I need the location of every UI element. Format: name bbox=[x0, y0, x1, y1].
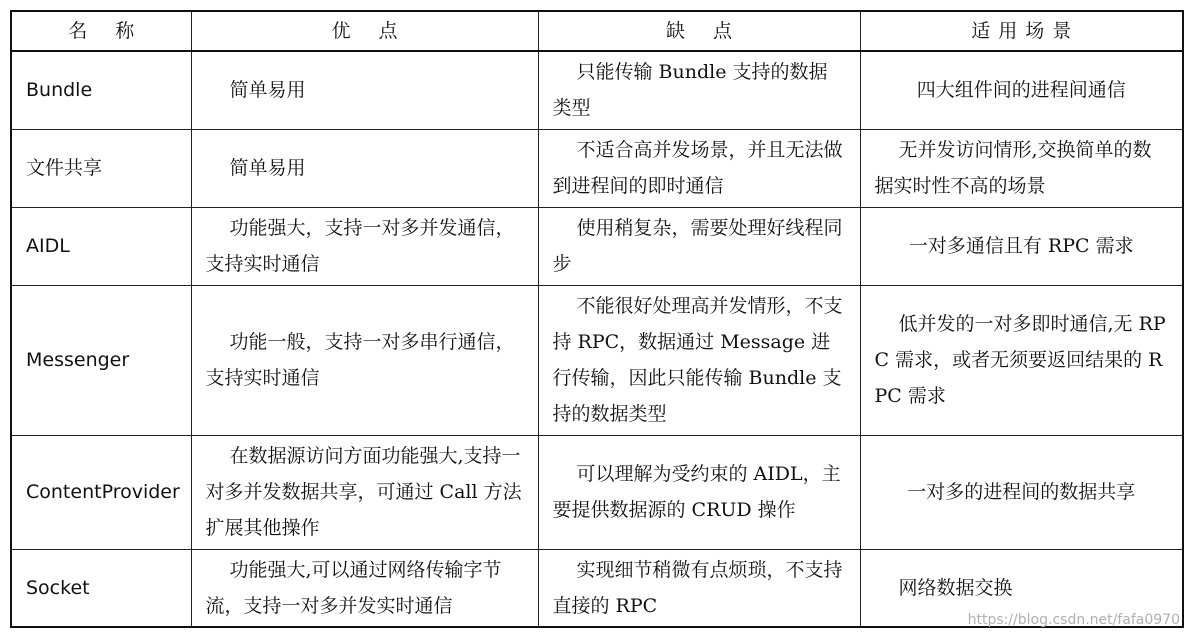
table-row bbox=[11, 51, 1183, 129]
cell-name: Bundle bbox=[11, 51, 191, 129]
watermark-text: https://blog.csdn.net/fafa0970 bbox=[967, 612, 1180, 628]
cell-pros: 简单易用 bbox=[191, 129, 538, 207]
cell-name: 文件共享 bbox=[11, 129, 191, 207]
cell-cons: 不适合高并发场景，并且无法做到进程间的即时通信 bbox=[538, 129, 860, 207]
cell-cons: 只能传输 Bundle 支持的数据类型 bbox=[538, 51, 860, 129]
cell-name: Socket bbox=[11, 549, 191, 627]
cell-cons: 可以理解为受约束的 AIDL，主要提供数据源的 CRUD 操作 bbox=[538, 435, 860, 549]
ipc-comparison-table bbox=[10, 10, 1184, 628]
header-row bbox=[11, 11, 1183, 51]
cell-name: AIDL bbox=[11, 207, 191, 285]
table-row bbox=[11, 129, 1183, 207]
table-row bbox=[11, 285, 1183, 435]
cell-scene: 低并发的一对多即时通信,无 RPC 需求，或者无须要返回结果的 RPC 需求 bbox=[860, 285, 1183, 435]
cell-name: ContentProvider bbox=[11, 435, 191, 549]
header-scene: 适用场景 bbox=[860, 11, 1183, 51]
cell-pros: 功能强大,可以通过网络传输字节流，支持一对多并发实时通信 bbox=[191, 549, 538, 627]
cell-pros: 功能强大，支持一对多并发通信，支持实时通信 bbox=[191, 207, 538, 285]
cell-pros: 功能一般，支持一对多串行通信，支持实时通信 bbox=[191, 285, 538, 435]
cell-pros: 在数据源访问方面功能强大,支持一对多并发数据共享，可通过 Call 方法扩展其他操作 bbox=[191, 435, 538, 549]
header-cons: 缺点 bbox=[538, 11, 860, 51]
table-row bbox=[11, 207, 1183, 285]
cell-name: Messenger bbox=[11, 285, 191, 435]
header-pros: 优点 bbox=[191, 11, 538, 51]
cell-cons: 实现细节稍微有点烦琐，不支持直接的 RPC bbox=[538, 549, 860, 627]
header-name: 名称 bbox=[11, 11, 191, 51]
cell-scene: 网络数据交换 bbox=[860, 549, 1183, 627]
cell-scene: 一对多通信且有 RPC 需求 bbox=[860, 207, 1183, 285]
table-row bbox=[11, 435, 1183, 549]
cell-scene: 一对多的进程间的数据共享 bbox=[860, 435, 1183, 549]
cell-scene: 四大组件间的进程间通信 bbox=[860, 51, 1183, 129]
cell-cons: 不能很好处理高并发情形，不支持 RPC，数据通过 Message 进行传输，因此只能传输 Bundle 支持的数据类型 bbox=[538, 285, 860, 435]
cell-cons: 使用稍复杂，需要处理好线程同步 bbox=[538, 207, 860, 285]
cell-pros: 简单易用 bbox=[191, 51, 538, 129]
cell-scene: 无并发访问情形,交换简单的数据实时性不高的场景 bbox=[860, 129, 1183, 207]
